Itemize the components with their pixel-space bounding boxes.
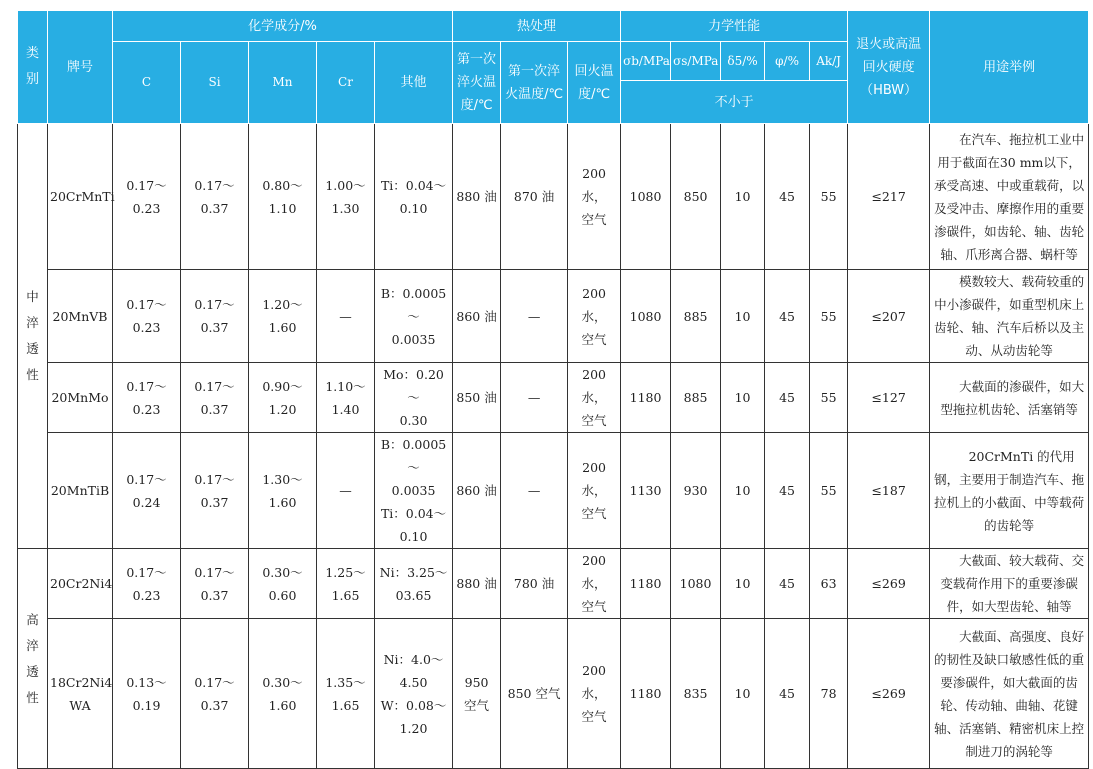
table-row [18,433,1089,549]
elongation-cell: 10 [721,619,765,769]
table-row [18,270,1089,363]
impact-cell: 78 [810,619,848,769]
tensile-cell: 1180 [621,619,671,769]
impact-cell: 55 [810,270,848,363]
min-value-header: 不小于 [621,81,848,124]
c-header: C [113,42,181,124]
cr-cell: 1.10～ 1.40 [317,363,375,433]
c-cell: 0.13～0.19 [113,619,181,769]
si-cell: 0.17～0.37 [181,433,249,549]
grade-header: 牌号 [48,11,113,124]
other-cell: Ni：3.25～ 03.65 [375,549,453,619]
first-quench-cell: 850 油 [453,363,501,433]
other-cell: B：0.0005～ 0.0035 [375,270,453,363]
grade-cell: 20MnTiB [48,433,113,549]
reduction-cell: 45 [765,549,810,619]
reduction-header: φ/% [765,42,810,81]
tensile-cell: 1080 [621,270,671,363]
c-cell: 0.17～0.23 [113,549,181,619]
usage-cell: 在汽车、拖拉机工业中用于截面在30 mm以下，承受高速、中或重载荷，以及受冲击、摩擦作用的重要渗碳件，如齿轮、轴、齿轮轴、爪形离合器、蜗杆等 [930,124,1089,270]
temper-cell: 200 水， 空气 [568,270,621,363]
first-quench-cell: 950 空气 [453,619,501,769]
temper-header: 回火温度/℃ [568,42,621,124]
hardness-cell: ≤217 [848,124,930,270]
elongation-cell: 10 [721,124,765,270]
temper-cell: 200 水， 空气 [568,363,621,433]
cr-header: Cr [317,42,375,124]
mn-cell: 0.80～1.10 [249,124,317,270]
reduction-cell: 45 [765,619,810,769]
first-quench-cell: 860 油 [453,270,501,363]
usage-cell: 20CrMnTi 的代用钢，主要用于制造汽车、拖拉机上的小截面、中等载荷的齿轮等 [930,433,1089,549]
tensile-cell: 1180 [621,549,671,619]
first-quench-cell: 880 油 [453,124,501,270]
first-quench-cell: 880 油 [453,549,501,619]
mn-cell: 0.30～1.60 [249,619,317,769]
second-quench-cell: — [501,270,568,363]
hardness-cell: ≤187 [848,433,930,549]
grade-cell: 18Cr2Ni4 WA [48,619,113,769]
category-cell: 中淬透性 [18,124,48,549]
tensile-strength-header: σb/MPa [621,42,671,81]
mn-cell: 0.90～1.20 [249,363,317,433]
grade-cell: 20Cr2Ni4 [48,549,113,619]
other-cell: Ti：0.04～ 0.10 [375,124,453,270]
category-header: 类别 [18,11,48,124]
second-quench-header: 第一次淬火温度/℃ [501,42,568,124]
table-row [18,619,1089,769]
cr-cell: — [317,433,375,549]
yield-cell: 1080 [671,549,721,619]
table-row [18,124,1089,270]
usage-cell: 模数较大、载荷较重的中小渗碳件，如重型机床上齿轮、轴、汽车后桥以及主动、从动齿轮等 [930,270,1089,363]
mn-cell: 1.30～1.60 [249,433,317,549]
category-cell: 高淬透性 [18,549,48,769]
alloy-carburizing-steel-table [17,10,1089,769]
other-elements-header: 其他 [375,42,453,124]
si-cell: 0.17～0.37 [181,124,249,270]
cr-cell: — [317,270,375,363]
first-quench-cell: 860 油 [453,433,501,549]
impact-cell: 55 [810,433,848,549]
elongation-cell: 10 [721,363,765,433]
usage-cell: 大截面、较大载荷、交变载荷作用下的重要渗碳件，如大型齿轮、轴等 [930,549,1089,619]
c-cell: 0.17～0.23 [113,270,181,363]
heat-treatment-header: 热处理 [453,11,621,42]
si-cell: 0.17～0.37 [181,549,249,619]
second-quench-cell: 780 油 [501,549,568,619]
si-header: Si [181,42,249,124]
yield-cell: 885 [671,363,721,433]
hardness-header: 退火或高温回火硬度（HBW） [848,11,930,124]
yield-cell: 835 [671,619,721,769]
yield-strength-header: σs/MPa [671,42,721,81]
elongation-cell: 10 [721,433,765,549]
tensile-cell: 1130 [621,433,671,549]
hardness-cell: ≤207 [848,270,930,363]
hardness-cell: ≤269 [848,619,930,769]
table-row [18,549,1089,619]
cr-cell: 1.35～ 1.65 [317,619,375,769]
c-cell: 0.17～0.24 [113,433,181,549]
hardness-cell: ≤127 [848,363,930,433]
second-quench-cell: 850 空气 [501,619,568,769]
mn-header: Mn [249,42,317,124]
yield-cell: 885 [671,270,721,363]
reduction-cell: 45 [765,433,810,549]
c-cell: 0.17～0.23 [113,363,181,433]
impact-energy-header: Ak/J [810,42,848,81]
second-quench-cell: 870 油 [501,124,568,270]
usage-cell: 大截面、高强度、良好的韧性及缺口敏感性低的重要渗碳件，如大截面的齿轮、传动轴、曲轴、花键轴、活塞销、精密机床上控制进刀的涡轮等 [930,619,1089,769]
si-cell: 0.17～0.37 [181,619,249,769]
tensile-cell: 1080 [621,124,671,270]
reduction-cell: 45 [765,270,810,363]
other-cell: B：0.0005～ 0.0035 Ti：0.04～ 0.10 [375,433,453,549]
temper-cell: 200 水， 空气 [568,619,621,769]
reduction-cell: 45 [765,124,810,270]
second-quench-cell: — [501,433,568,549]
impact-cell: 63 [810,549,848,619]
c-cell: 0.17～0.23 [113,124,181,270]
temper-cell: 200 水， 空气 [568,433,621,549]
other-cell: Ni：4.0～ 4.50 W：0.08～ 1.20 [375,619,453,769]
impact-cell: 55 [810,124,848,270]
grade-cell: 20CrMnTi [48,124,113,270]
usage-header: 用途举例 [930,11,1089,124]
mechanical-properties-header: 力学性能 [621,11,848,42]
first-quench-header: 第一次淬火温度/℃ [453,42,501,124]
mn-cell: 0.30～0.60 [249,549,317,619]
si-cell: 0.17～0.37 [181,363,249,433]
grade-cell: 20MnVB [48,270,113,363]
cr-cell: 1.00～ 1.30 [317,124,375,270]
grade-cell: 20MnMo [48,363,113,433]
hardness-cell: ≤269 [848,549,930,619]
elongation-cell: 10 [721,270,765,363]
temper-cell: 200 水， 空气 [568,549,621,619]
elongation-cell: 10 [721,549,765,619]
second-quench-cell: — [501,363,568,433]
table-row [18,363,1089,433]
reduction-cell: 45 [765,363,810,433]
elongation-header: δ5/% [721,42,765,81]
usage-cell: 大截面的渗碳件，如大型拖拉机齿轮、活塞销等 [930,363,1089,433]
mn-cell: 1.20～1.60 [249,270,317,363]
other-cell: Mo：0.20～ 0.30 [375,363,453,433]
si-cell: 0.17～0.37 [181,270,249,363]
cr-cell: 1.25～ 1.65 [317,549,375,619]
chemical-composition-header: 化学成分/% [113,11,453,42]
tensile-cell: 1180 [621,363,671,433]
impact-cell: 55 [810,363,848,433]
yield-cell: 930 [671,433,721,549]
temper-cell: 200 水， 空气 [568,124,621,270]
yield-cell: 850 [671,124,721,270]
